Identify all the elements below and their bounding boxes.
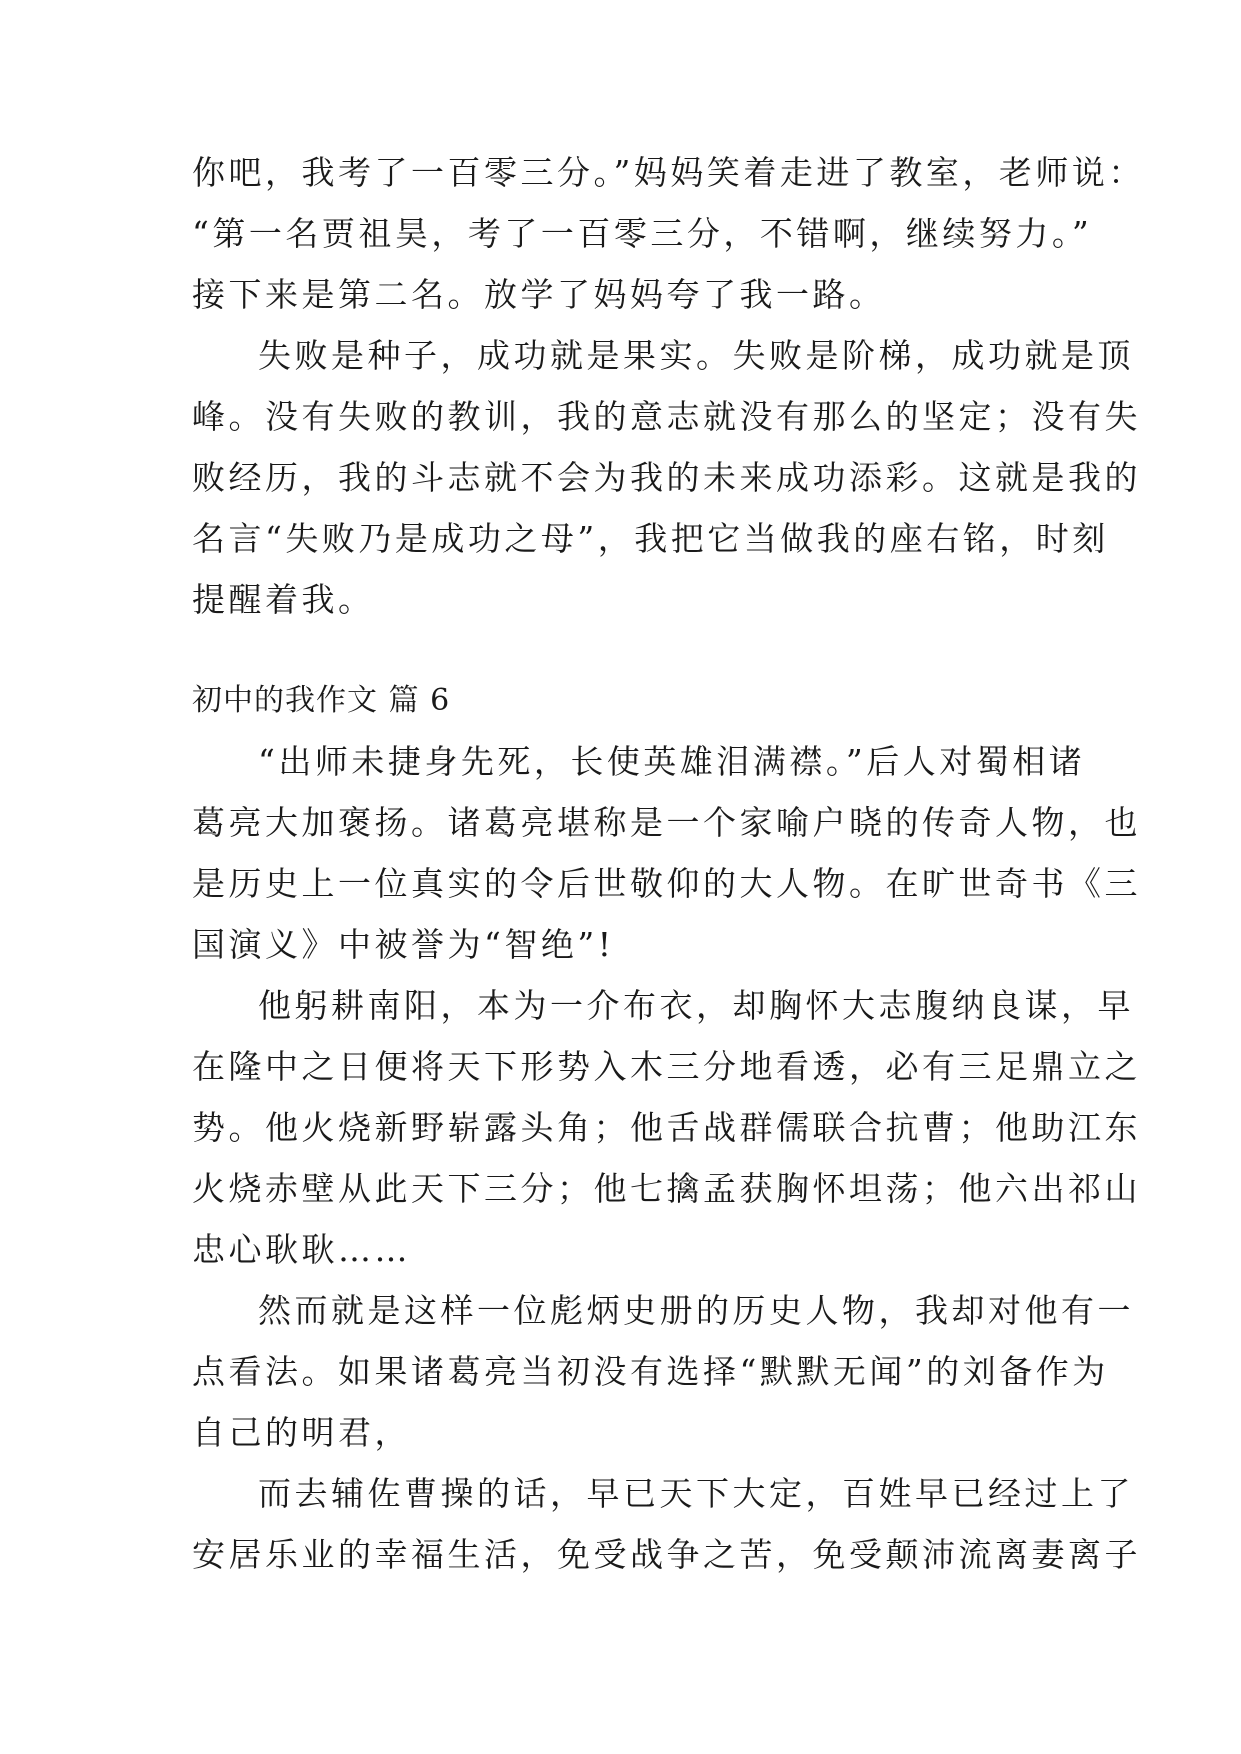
text-line: 在隆中之日便将天下形势入木三分地看透，必有三足鼎立之 — [192, 1047, 1141, 1086]
text-line: 火烧赤壁从此天下三分；他七擒孟获胸怀坦荡；他六出祁山 — [192, 1169, 1141, 1208]
text-line: 接下来是第二名。放学了妈妈夸了我一路。 — [192, 275, 886, 314]
text-line: 而去辅佐曹操的话，早已天下大定，百姓早已经过上了 — [258, 1474, 1134, 1513]
text-line: 国演义》中被誉为“智绝”! — [192, 925, 615, 964]
paragraph-opinion — [192, 1280, 1134, 1463]
text-line: 安居乐业的幸福生活，免受战争之苦，免受颠沛流离妻离子 — [192, 1535, 1141, 1574]
section-heading: 初中的我作文 篇 6 — [192, 683, 451, 718]
text-line: 他躬耕南阳，本为一介布衣，却胸怀大志腹纳良谋，早 — [258, 986, 1134, 1025]
text-line: 败经历，我的斗志就不会为我的未来成功添彩。这就是我的 — [192, 458, 1141, 497]
text-line: 是历史上一位真实的令后世敬仰的大人物。在旷世奇书《三 — [192, 864, 1141, 903]
text-line: 势。他火烧新野崭露头角；他舌战群儒联合抗曹；他助江东 — [192, 1108, 1141, 1147]
text-line: “第一名贾祖昊，考了一百零三分，不错啊，继续努力。” — [192, 214, 1093, 253]
paragraph-deeds — [192, 975, 1141, 1280]
text-line: “出师未捷身先死，长使英雄泪满襟。”后人对蜀相诸 — [258, 742, 1086, 781]
paragraph-failure — [192, 325, 1141, 630]
text-line: 点看法。如果诸葛亮当初没有选择“默默无闻”的刘备作为 — [192, 1352, 1109, 1391]
text-line: 葛亮大加褒扬。诸葛亮堪称是一个家喻户晓的传奇人物，也 — [192, 803, 1141, 842]
text-line: 提醒着我。 — [192, 580, 375, 619]
text-line: 自己的明君， — [192, 1413, 411, 1452]
text-line: 然而就是这样一位彪炳史册的历史人物，我却对他有一 — [258, 1291, 1134, 1330]
paragraph-continuation — [192, 142, 1145, 325]
paragraph-intro — [192, 731, 1141, 975]
text-line: 名言“失败乃是成功之母”，我把它当做我的座右铭，时刻 — [192, 519, 1109, 558]
text-line: 峰。没有失败的教训，我的意志就没有那么的坚定；没有失 — [192, 397, 1141, 436]
text-line: 失败是种子，成功就是果实。失败是阶梯，成功就是顶 — [258, 336, 1134, 375]
paragraph-alternative — [192, 1463, 1141, 1585]
text-line: 忠心耿耿…… — [192, 1230, 411, 1269]
text-line: 你吧，我考了一百零三分。”妈妈笑着走进了教室，老师说： — [192, 153, 1145, 192]
